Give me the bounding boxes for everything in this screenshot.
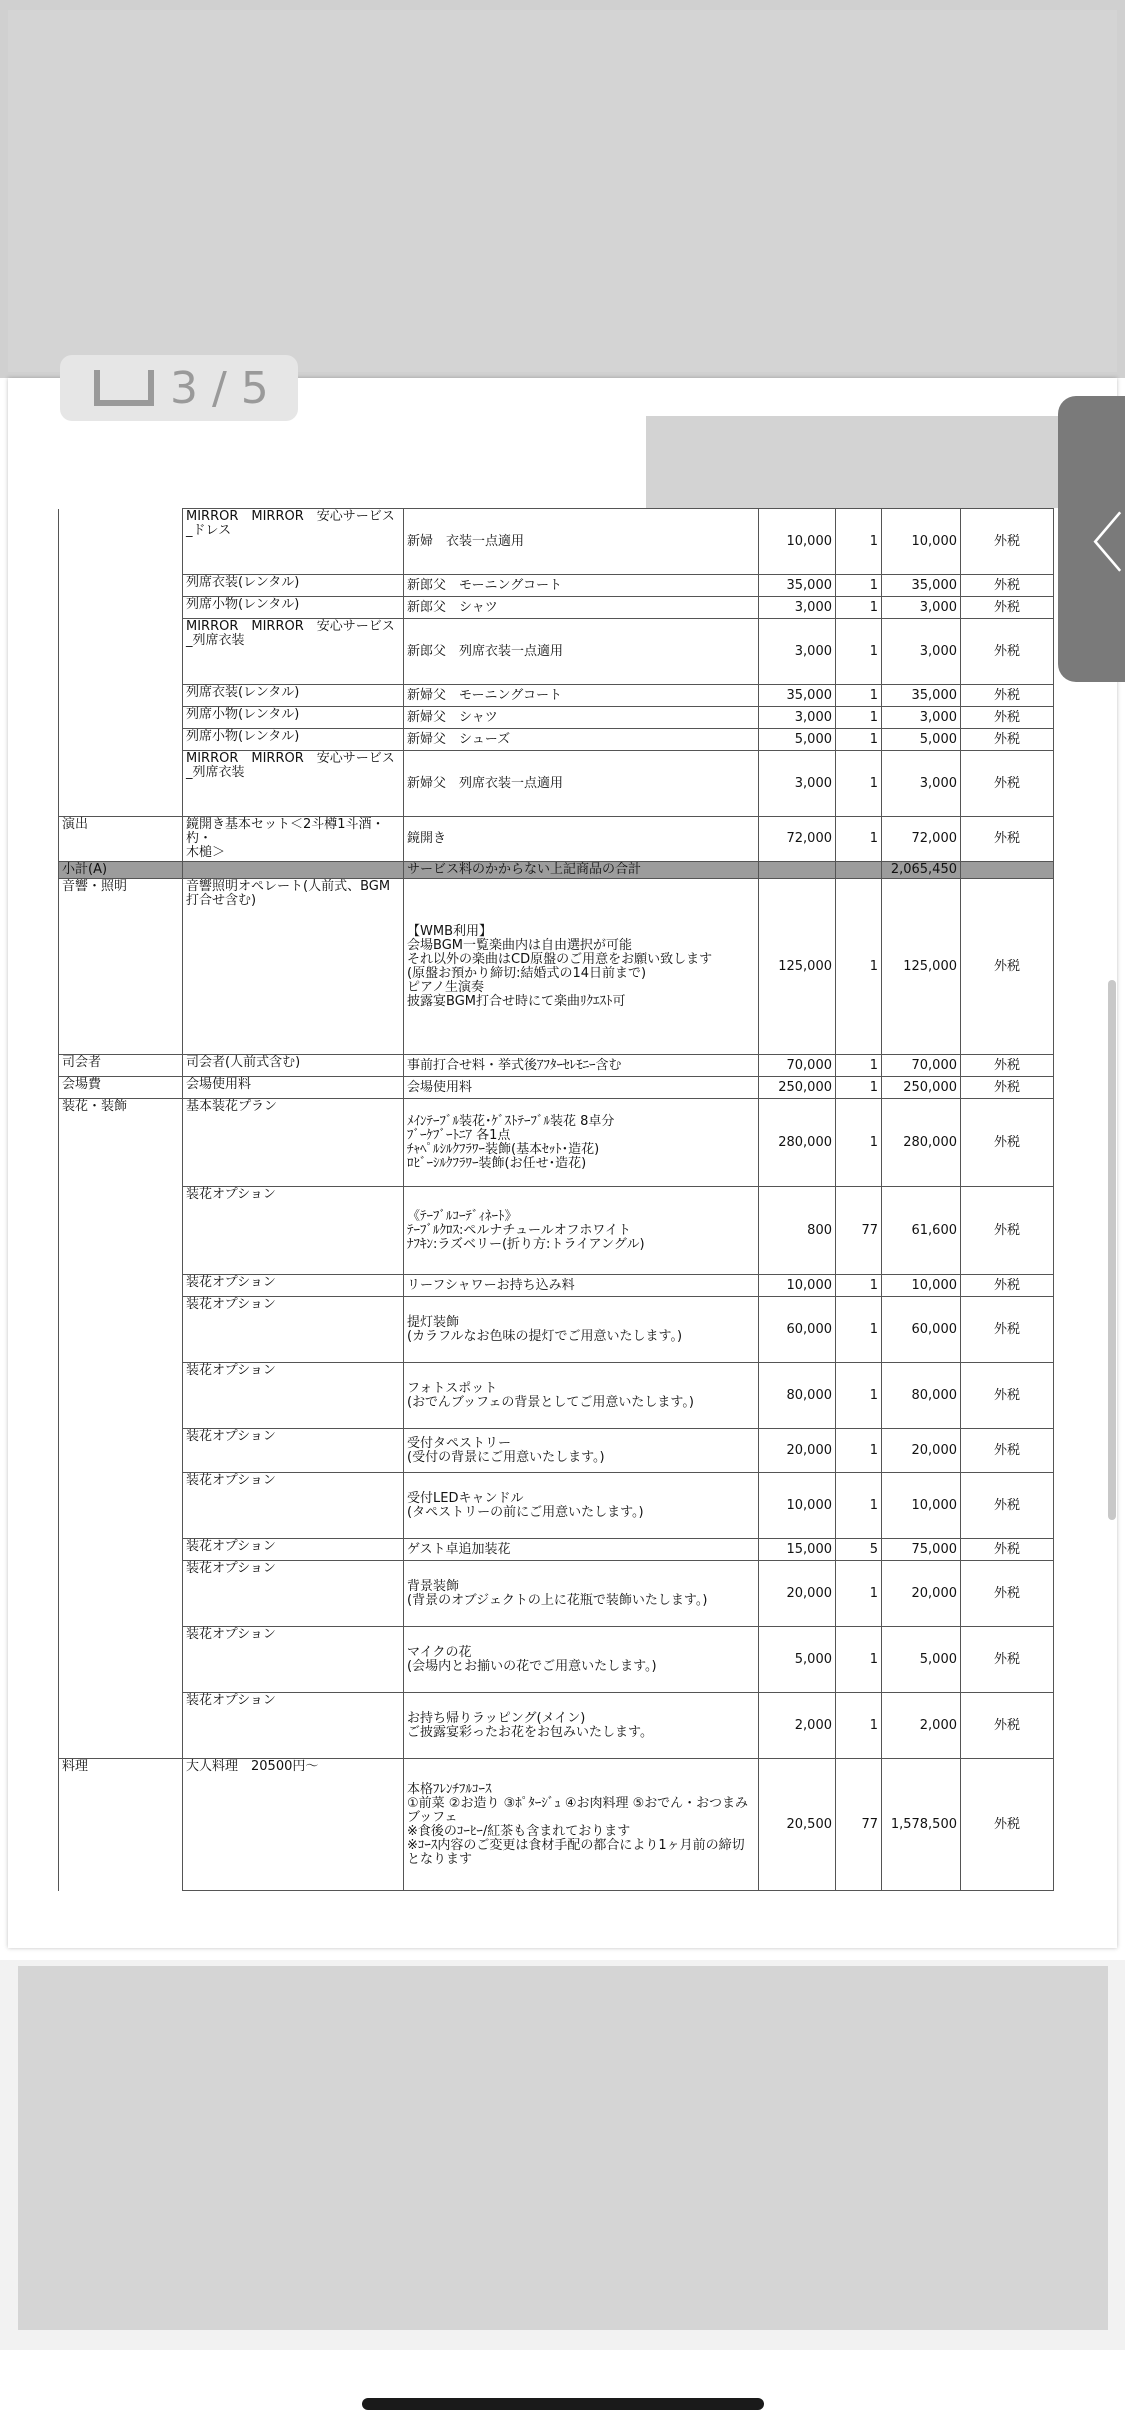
cell-description: 提灯装飾 (カラフルなお色味の提灯でご用意いたします。) — [404, 1297, 759, 1363]
cell-item: 鏡開き基本セット＜2斗樽1斗酒・杓・ 木槌＞ — [183, 817, 404, 862]
cell-amount: 60,000 — [882, 1297, 961, 1363]
cell-quantity: 1 — [836, 1561, 882, 1627]
cell-unit-price: 250,000 — [759, 1077, 836, 1099]
cell-description: サービス料のかからない上記商品の合計 — [404, 862, 759, 879]
cell-category: 会場費 — [59, 1077, 183, 1099]
cell-amount: 2,000 — [882, 1693, 961, 1759]
cell-tax: 外税 — [961, 619, 1054, 685]
cell-quantity: 1 — [836, 1693, 882, 1759]
cell-description: 事前打合せ料・挙式後ｱﾌﾀｰｾﾚﾓﾆｰ含む — [404, 1055, 759, 1077]
cell-quantity: 1 — [836, 1275, 882, 1297]
cell-quantity: 1 — [836, 1297, 882, 1363]
cell-description: 新婦父 シャツ — [404, 707, 759, 729]
cell-amount: 80,000 — [882, 1363, 961, 1429]
cell-category: 装花・装飾 — [59, 1099, 183, 1187]
cell-quantity: 1 — [836, 575, 882, 597]
previous-page-content — [8, 10, 1117, 372]
table-row — [59, 729, 1054, 751]
cell-unit-price: 80,000 — [759, 1363, 836, 1429]
cell-tax: 外税 — [961, 1187, 1054, 1275]
cell-item: 音響照明オペレート(人前式、BGM 打合せ含む) — [183, 879, 404, 1055]
cell-description: 《ﾃｰﾌﾞﾙｺｰﾃﾞｨﾈｰﾄ》 ﾃｰﾌﾞﾙｸﾛｽ:ペルナチュールオフホワイト ﾅﾌｷﾝ:ラズベリー(折り方:トライアングル) — [404, 1187, 759, 1275]
cell-description: 受付LEDキャンドル (タペストリーの前にご用意いたします。) — [404, 1473, 759, 1539]
table-row — [59, 509, 1054, 575]
table-row — [59, 1297, 1054, 1363]
cell-tax: 外税 — [961, 597, 1054, 619]
cell-category: 音響・照明 — [59, 879, 183, 1055]
cell-description: 新郎父 モーニングコート — [404, 575, 759, 597]
table-row — [59, 817, 1054, 862]
cell-item: 列席衣装(レンタル) — [183, 575, 404, 597]
table-row — [59, 575, 1054, 597]
cell-quantity: 5 — [836, 1539, 882, 1561]
table-row — [59, 879, 1054, 1055]
cell-item: 司会者(人前式含む) — [183, 1055, 404, 1077]
cell-category: 小計(A) — [59, 862, 183, 879]
table-row — [59, 597, 1054, 619]
table-row — [59, 751, 1054, 817]
cell-category — [59, 509, 183, 575]
cell-category — [59, 729, 183, 751]
cell-description: ﾒｲﾝﾃｰﾌﾞﾙ装花･ｹﾞｽﾄﾃｰﾌﾞﾙ装花 8卓分 ﾌﾞｰｹﾌﾞｰﾄﾆｱ 各1点 ﾁｬﾍﾟﾙｼﾙｸﾌﾗﾜｰ装飾(基本ｾｯﾄ･造花) ﾛﾋﾞｰｼﾙｸﾌﾗﾜｰ装飾(お任せ･造花) — [404, 1099, 759, 1187]
cell-unit-price: 10,000 — [759, 1275, 836, 1297]
cell-tax: 外税 — [961, 685, 1054, 707]
scrollbar[interactable] — [1108, 980, 1116, 1520]
cell-description: 新婦父 シューズ — [404, 729, 759, 751]
cell-category — [59, 1275, 183, 1297]
cell-tax: 外税 — [961, 575, 1054, 597]
cell-unit-price: 70,000 — [759, 1055, 836, 1077]
cell-category — [59, 1473, 183, 1539]
page-indicator-text: 3 / 5 — [170, 362, 269, 414]
cell-category — [59, 575, 183, 597]
table-row — [59, 1363, 1054, 1429]
cell-description: マイクの花 (会場内とお揃いの花でご用意いたします。) — [404, 1627, 759, 1693]
cell-tax: 外税 — [961, 1429, 1054, 1473]
cell-quantity: 1 — [836, 1055, 882, 1077]
cell-tax: 外税 — [961, 1473, 1054, 1539]
cell-unit-price — [759, 862, 836, 879]
cell-unit-price: 280,000 — [759, 1099, 836, 1187]
cell-unit-price: 10,000 — [759, 509, 836, 575]
table-row — [59, 1693, 1054, 1759]
cell-category — [59, 1297, 183, 1363]
cell-description: リーフシャワーお持ち込み料 — [404, 1275, 759, 1297]
cell-quantity: 1 — [836, 1429, 882, 1473]
table-row — [59, 1429, 1054, 1473]
cell-tax: 外税 — [961, 1275, 1054, 1297]
table-row — [59, 707, 1054, 729]
cell-amount: 35,000 — [882, 685, 961, 707]
book-icon — [94, 370, 154, 406]
cell-tax: 外税 — [961, 1077, 1054, 1099]
cell-quantity: 1 — [836, 817, 882, 862]
home-indicator[interactable] — [362, 2398, 764, 2410]
cell-amount: 280,000 — [882, 1099, 961, 1187]
cell-amount: 3,000 — [882, 751, 961, 817]
cell-quantity — [836, 862, 882, 879]
cell-tax: 外税 — [961, 707, 1054, 729]
table-row — [59, 862, 1054, 879]
cell-amount: 72,000 — [882, 817, 961, 862]
cell-item: MIRROR MIRROR 安心サービス _列席衣装 — [183, 619, 404, 685]
cell-unit-price: 15,000 — [759, 1539, 836, 1561]
cell-unit-price: 10,000 — [759, 1473, 836, 1539]
cell-item: 装花オプション — [183, 1275, 404, 1297]
cell-amount: 10,000 — [882, 509, 961, 575]
cell-unit-price: 800 — [759, 1187, 836, 1275]
redacted-header-block — [646, 416, 1064, 508]
cell-tax: 外税 — [961, 1297, 1054, 1363]
table-row — [59, 1759, 1054, 1891]
cell-tax: 外税 — [961, 1693, 1054, 1759]
cell-quantity: 1 — [836, 1099, 882, 1187]
cell-quantity: 1 — [836, 597, 882, 619]
cell-unit-price: 3,000 — [759, 597, 836, 619]
cell-quantity: 1 — [836, 707, 882, 729]
cell-tax: 外税 — [961, 1539, 1054, 1561]
cell-item: 装花オプション — [183, 1473, 404, 1539]
cell-description: 【WMB利用】 会場BGM一覧楽曲内は自由選択が可能 それ以外の楽曲はCD原盤のご用意をお願い致します (原盤お預かり締切:結婚式の14日前まで) ピアノ生演奏 披露宴BGM打合せ時にて楽曲ﾘｸｴｽﾄ可 — [404, 879, 759, 1055]
estimate-table — [58, 508, 1054, 1891]
cell-description: フォトスポット (おでんブッフェの背景としてご用意いたします。) — [404, 1363, 759, 1429]
cell-amount: 3,000 — [882, 597, 961, 619]
cell-description: 受付タペストリー (受付の背景にご用意いたします。) — [404, 1429, 759, 1473]
cell-description: ゲスト卓追加装花 — [404, 1539, 759, 1561]
cell-tax — [961, 862, 1054, 879]
cell-amount: 2,065,450 — [882, 862, 961, 879]
cell-item: MIRROR MIRROR 安心サービス _列席衣装 — [183, 751, 404, 817]
cell-tax: 外税 — [961, 1055, 1054, 1077]
cell-description: お持ち帰りラッピング(メイン) ご披露宴彩ったお花をお包みいたします。 — [404, 1693, 759, 1759]
cell-tax: 外税 — [961, 817, 1054, 862]
table-row — [59, 1561, 1054, 1627]
cell-tax: 外税 — [961, 1561, 1054, 1627]
cell-amount: 20,000 — [882, 1561, 961, 1627]
table-row — [59, 1473, 1054, 1539]
chevron-left-icon: 〈 — [1059, 508, 1124, 582]
cell-quantity: 1 — [836, 509, 882, 575]
cell-tax: 外税 — [961, 1759, 1054, 1891]
cell-quantity: 1 — [836, 685, 882, 707]
table-row — [59, 619, 1054, 685]
cell-quantity: 1 — [836, 751, 882, 817]
cell-unit-price: 125,000 — [759, 879, 836, 1055]
cell-item: MIRROR MIRROR 安心サービス _ドレス — [183, 509, 404, 575]
cell-category — [59, 685, 183, 707]
cell-category — [59, 1627, 183, 1693]
cell-unit-price: 20,500 — [759, 1759, 836, 1891]
table-row — [59, 1055, 1054, 1077]
cell-amount: 61,600 — [882, 1187, 961, 1275]
cell-amount: 5,000 — [882, 1627, 961, 1693]
cell-quantity: 1 — [836, 1077, 882, 1099]
cell-tax: 外税 — [961, 1627, 1054, 1693]
cell-unit-price: 20,000 — [759, 1429, 836, 1473]
cell-category — [59, 1539, 183, 1561]
cell-amount: 10,000 — [882, 1275, 961, 1297]
cell-description: 新郎父 列席衣装一点適用 — [404, 619, 759, 685]
next-page-redacted — [18, 1966, 1108, 2330]
cell-category — [59, 619, 183, 685]
cell-category — [59, 597, 183, 619]
cell-description: 新郎父 シャツ — [404, 597, 759, 619]
table-row — [59, 1627, 1054, 1693]
cell-quantity: 1 — [836, 1363, 882, 1429]
cell-unit-price: 20,000 — [759, 1561, 836, 1627]
cell-tax: 外税 — [961, 1099, 1054, 1187]
cell-tax: 外税 — [961, 729, 1054, 751]
cell-amount: 70,000 — [882, 1055, 961, 1077]
cell-item: 列席衣装(レンタル) — [183, 685, 404, 707]
cell-quantity: 1 — [836, 879, 882, 1055]
cell-quantity: 1 — [836, 729, 882, 751]
cell-description: 会場使用料 — [404, 1077, 759, 1099]
cell-item: 装花オプション — [183, 1429, 404, 1473]
cell-unit-price: 5,000 — [759, 729, 836, 751]
cell-item: 装花オプション — [183, 1693, 404, 1759]
cell-amount: 75,000 — [882, 1539, 961, 1561]
cell-item: 装花オプション — [183, 1539, 404, 1561]
cell-quantity: 1 — [836, 1473, 882, 1539]
cell-unit-price: 2,000 — [759, 1693, 836, 1759]
cell-item: 装花オプション — [183, 1627, 404, 1693]
cell-amount: 125,000 — [882, 879, 961, 1055]
cell-category: 演出 — [59, 817, 183, 862]
cell-category — [59, 1363, 183, 1429]
cell-quantity: 77 — [836, 1759, 882, 1891]
cell-tax: 外税 — [961, 879, 1054, 1055]
table-row — [59, 1539, 1054, 1561]
estimate-rows — [59, 509, 1054, 1891]
collapse-panel-button[interactable] — [1058, 396, 1125, 682]
table-row — [59, 1275, 1054, 1297]
cell-category — [59, 751, 183, 817]
cell-unit-price: 3,000 — [759, 619, 836, 685]
cell-quantity: 1 — [836, 619, 882, 685]
cell-item: 列席小物(レンタル) — [183, 729, 404, 751]
cell-tax: 外税 — [961, 509, 1054, 575]
cell-item: 装花オプション — [183, 1363, 404, 1429]
cell-quantity: 1 — [836, 1627, 882, 1693]
cell-item: 大人料理 20500円～ — [183, 1759, 404, 1891]
cell-amount: 3,000 — [882, 619, 961, 685]
cell-description: 新婦父 列席衣装一点適用 — [404, 751, 759, 817]
page-indicator — [60, 355, 298, 421]
cell-unit-price: 5,000 — [759, 1627, 836, 1693]
table-row — [59, 685, 1054, 707]
cell-amount: 1,578,500 — [882, 1759, 961, 1891]
cell-category — [59, 1187, 183, 1275]
cell-unit-price: 3,000 — [759, 751, 836, 817]
cell-amount: 35,000 — [882, 575, 961, 597]
cell-unit-price: 3,000 — [759, 707, 836, 729]
cell-category: 司会者 — [59, 1055, 183, 1077]
cell-unit-price: 60,000 — [759, 1297, 836, 1363]
cell-unit-price: 72,000 — [759, 817, 836, 862]
cell-category — [59, 1561, 183, 1627]
cell-item: 装花オプション — [183, 1297, 404, 1363]
table-row — [59, 1077, 1054, 1099]
cell-description: 新婦 衣装一点適用 — [404, 509, 759, 575]
cell-item: 列席小物(レンタル) — [183, 707, 404, 729]
cell-unit-price: 35,000 — [759, 575, 836, 597]
table-row — [59, 1099, 1054, 1187]
cell-item: 装花オプション — [183, 1187, 404, 1275]
cell-amount: 20,000 — [882, 1429, 961, 1473]
cell-amount: 10,000 — [882, 1473, 961, 1539]
cell-item: 列席小物(レンタル) — [183, 597, 404, 619]
cell-description: 背景装飾 (背景のオブジェクトの上に花瓶で装飾いたします。) — [404, 1561, 759, 1627]
cell-amount: 250,000 — [882, 1077, 961, 1099]
cell-description: 本格ﾌﾚﾝﾁﾌﾙｺｰｽ ①前菜 ②お造り ③ﾎﾟﾀｰｼﾞｭ ④お肉料理 ⑤おでん・おつまみブッフェ ※食後のｺｰﾋｰ/紅茶も含まれております ※ｺｰｽ内容のご変更は食材手配の都合により1ヶ月前の締切となります — [404, 1759, 759, 1891]
cell-category — [59, 1429, 183, 1473]
cell-category — [59, 707, 183, 729]
cell-amount: 3,000 — [882, 707, 961, 729]
cell-item — [183, 862, 404, 879]
cell-category: 料理 — [59, 1759, 183, 1891]
cell-unit-price: 35,000 — [759, 685, 836, 707]
cell-tax: 外税 — [961, 1363, 1054, 1429]
cell-item: 会場使用料 — [183, 1077, 404, 1099]
table-row — [59, 1187, 1054, 1275]
cell-amount: 5,000 — [882, 729, 961, 751]
cell-item: 基本装花プラン — [183, 1099, 404, 1187]
cell-tax: 外税 — [961, 751, 1054, 817]
cell-quantity: 77 — [836, 1187, 882, 1275]
cell-description: 鏡開き — [404, 817, 759, 862]
cell-item: 装花オプション — [183, 1561, 404, 1627]
cell-category — [59, 1693, 183, 1759]
cell-description: 新婦父 モーニングコート — [404, 685, 759, 707]
